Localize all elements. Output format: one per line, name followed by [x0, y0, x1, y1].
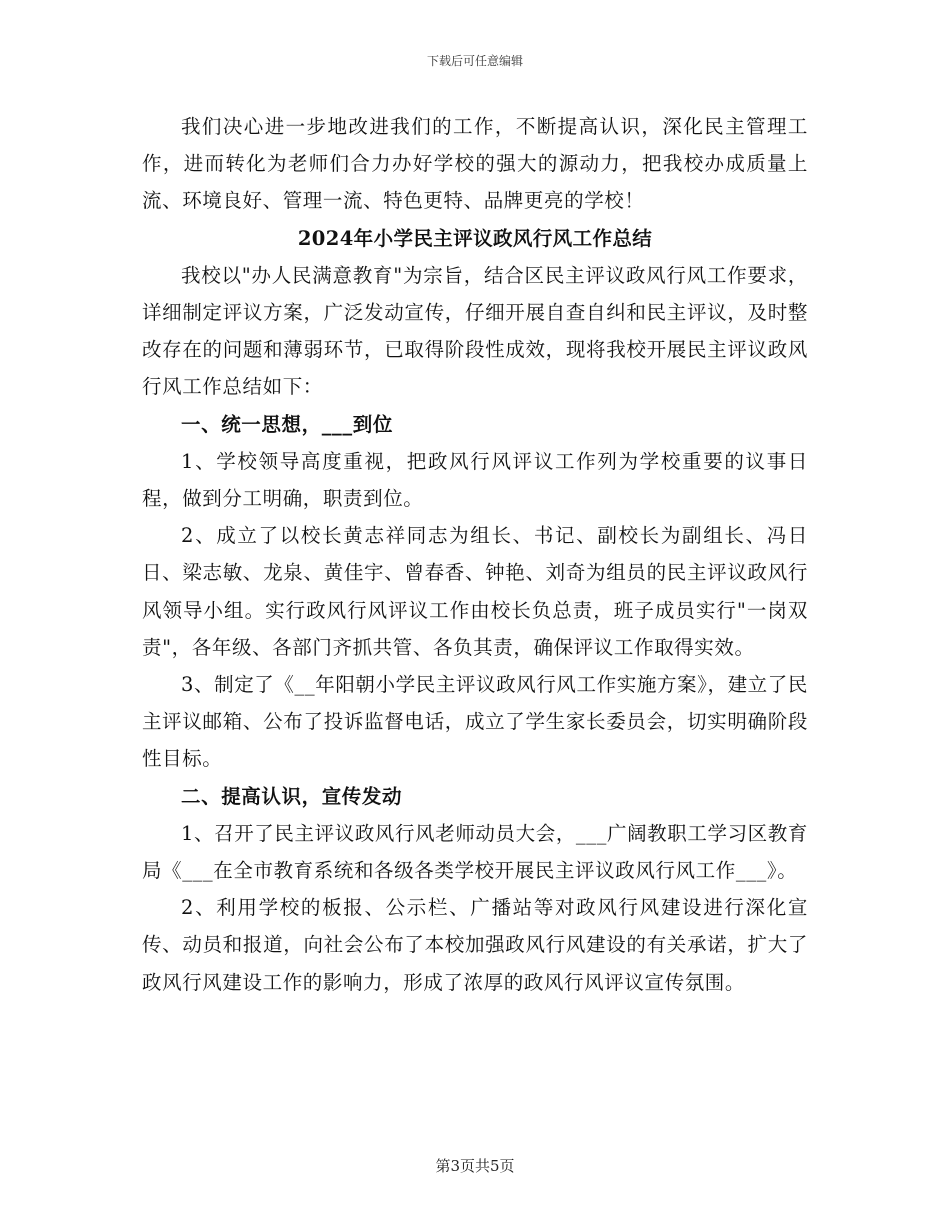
section2-item-1: 1、召开了民主评议政风行风老师动员大会，___广阔教职工学习区教育局《___在全市教育系统和各级各类学校开展民主评议政风行风工作___》。 — [142, 821, 808, 883]
document-body — [142, 108, 808, 1001]
section-heading-2: 二、提高认识，宣传发动 — [181, 784, 403, 808]
section-heading-1: 一、统一思想，___到位 — [181, 412, 393, 436]
page-header: 下载后可任意编辑 — [426, 54, 523, 68]
section1-item-1: 1、学校领导高度重视，把政风行风评议工作列为学校重要的议事日程，做到分工明确，职责到位。 — [142, 449, 808, 511]
document-title: 2024年小学民主评议政风行风工作总结 — [297, 226, 653, 250]
section1-item-2: 2、成立了以校长黄志祥同志为组长、书记、副校长为副组长、冯日日、梁志敏、龙泉、黄佳宇、曾春香、钟艳、刘奇为组员的民主评议政风行风领导小组。实行政风行风评议工作由校长负总责，班子成员实行"一岗双责"，各年级、各部门齐抓共管、各负其责，确保评议工作取得实效。 — [142, 524, 808, 659]
section2-item-2: 2、利用学校的板报、公示栏、广播站等对政风行风建设进行深化宣传、动员和报道，向社会公布了本校加强政风行风建设的有关承诺，扩大了政风行风建设工作的影响力，形成了浓厚的政风行风评议宣传氛围。 — [142, 896, 808, 994]
section1-item-3: 3、制定了《__年阳朝小学民主评议政风行风工作实施方案》，建立了民主评议邮箱、公布了投诉监督电话，成立了学生家长委员会，切实明确阶段性目标。 — [142, 673, 808, 771]
page-footer: 第3页共5页 — [435, 1157, 515, 1175]
intro-paragraph: 我们决心进一步地改进我们的工作，不断提高认识，深化民主管理工作，进而转化为老师们合力办好学校的强大的源动力，把我校办成质量上流、环境良好、管理一流、特色更特、品牌更亮的学校！ — [142, 115, 808, 213]
opening-paragraph: 我校以"办人民满意教育"为宗旨，结合区民主评议政风行风工作要求，详细制定评议方案，广泛发动宣传，仔细开展自查自纠和民主评议，及时整改存在的问题和薄弱环节，已取得阶段性成效，现将我校开展民主评议政风行风工作总结如下： — [142, 263, 808, 399]
